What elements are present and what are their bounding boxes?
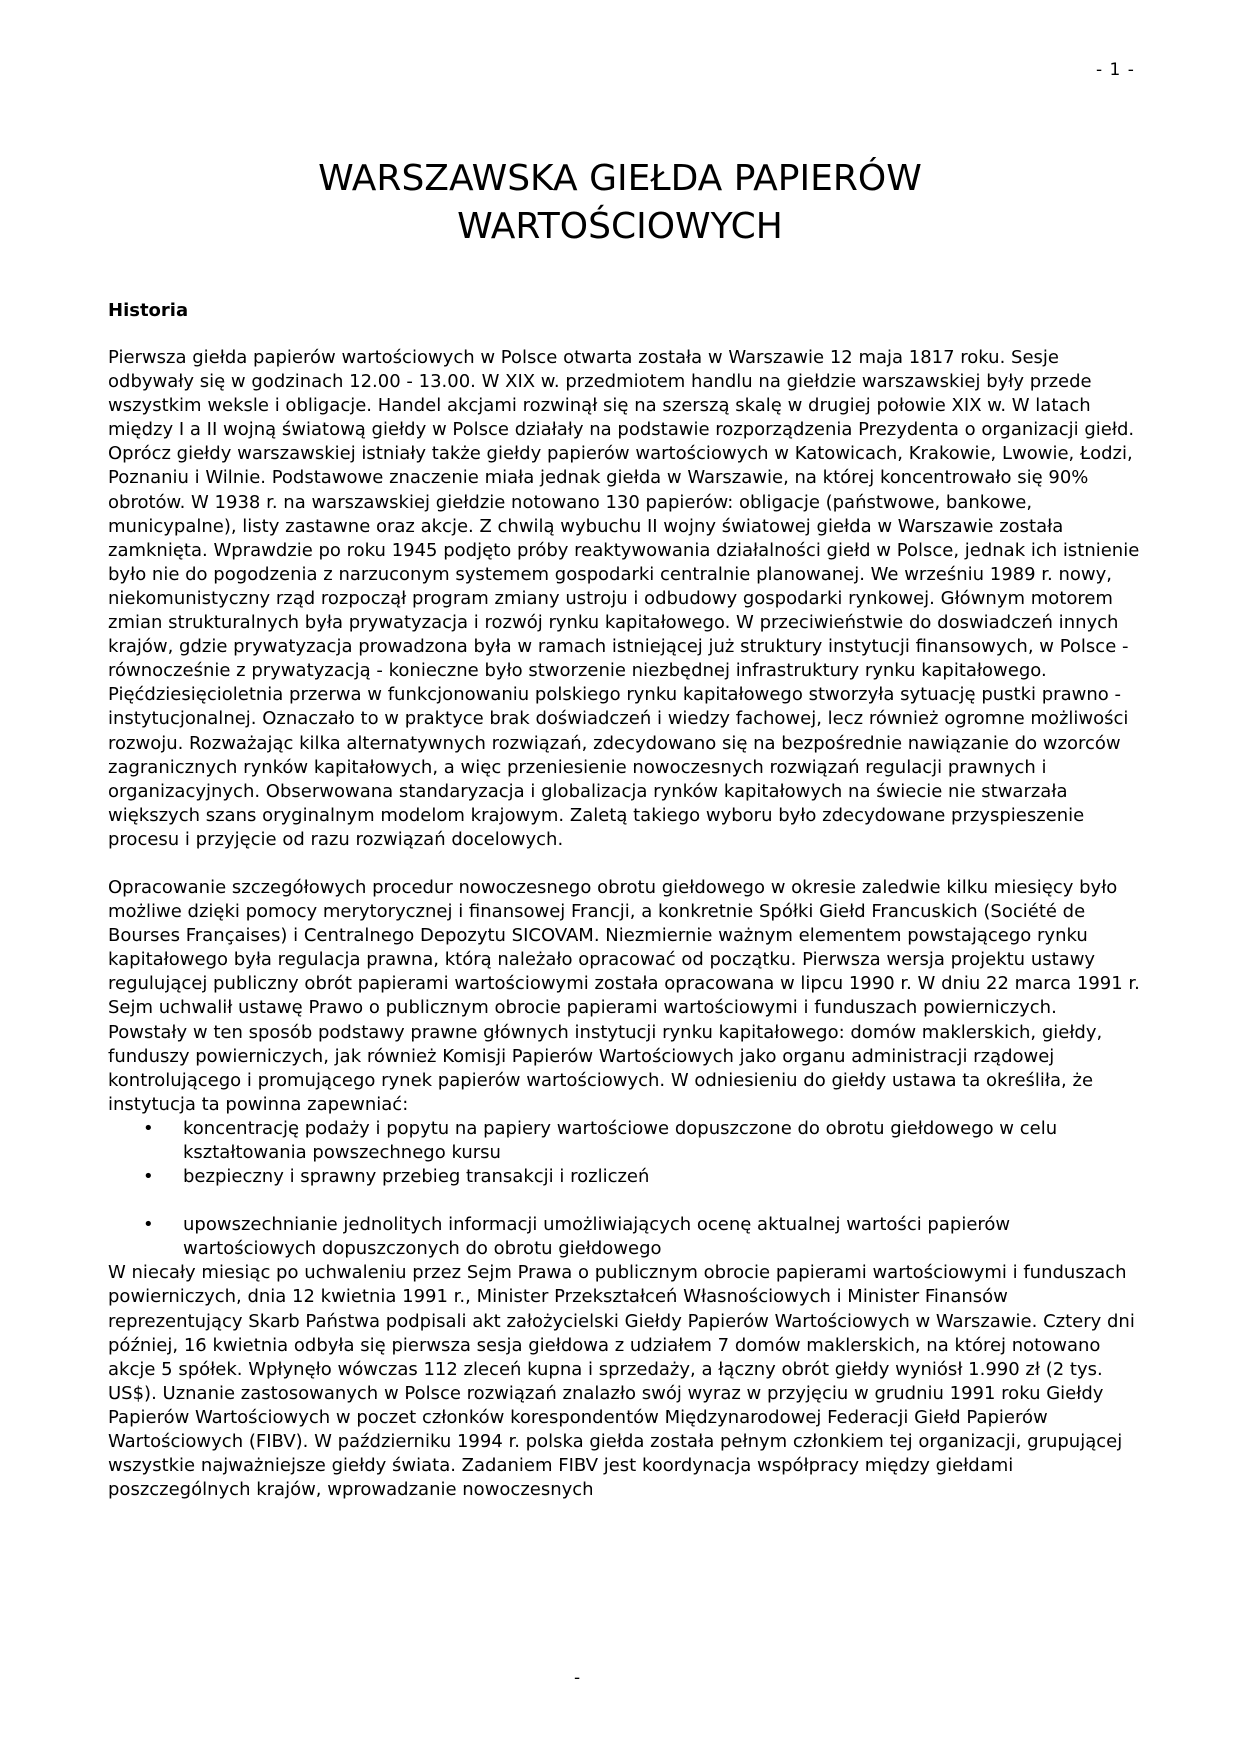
section-heading-historia: Historia bbox=[108, 300, 189, 321]
bullet-icon: • bbox=[143, 1166, 154, 1188]
paragraph-2: Opracowanie szczegółowych procedur nowoczesnego obrotu giełdowego w okresie zaledwie kilku miesięcy było możliwe dzięki pomocy merytorycznej i finansowej Francji, a konkretnie Spółki Giełd Francuskich (Société de Bourses Françaises) i Centralnego Depozytu SICOVAM. Niezmiernie ważnym elementem powstającego rynku kapitałowego była regulacja prawna, którą należało opracować od początku. Pierwsza wersja projektu ustawy regulującej publiczny obrót papierami wartościowymi została opracowana w lipcu 1990 r. W dniu 22 marca 1991 r. Sejm uchwalił ustawę Prawo o publicznym obrocie papierami wartościowymi i funduszach powierniczych. Powstały w ten sposób podstawy prawne głównych instytucji rynku kapitałowego: domów maklerskich, giełdy, funduszy powierniczych, jak również Komisji Papierów Wartościowych jako organu administracji rządowej kontrolującego i promującego rynek papierów wartościowych. W odniesieniu do giełdy ustawa ta określiła, że instytucja ta powinna zapewniać: bbox=[108, 876, 1140, 1115]
list-item bbox=[108, 1117, 1140, 1165]
list-item-text: upowszechnianie jednolitych informacji umożliwiających ocenę aktualnej wartości papierów wartościowych dopuszczonych do obrotu giełdowego bbox=[183, 1214, 1011, 1260]
title-line-2: WARTOŚCIOWYCH bbox=[457, 206, 783, 247]
footer-mark: - bbox=[574, 1668, 581, 1688]
page-number: - 1 - bbox=[1096, 60, 1135, 80]
paragraph-1: Pierwsza giełda papierów wartościowych w Polsce otwarta została w Warszawie 12 maja 1817 roku. Sesje odbywały się w godzinach 12.00 - 13.00. W XIX w. przedmiotem handlu na giełdzie warszawskiej były przede wszystkim weksle i obligacje. Handel akcjami rozwinął się na szerszą skalę w drugiej połowie XIX w. W latach między I a II wojną światową giełdy w Polsce działały na podstawie rozporządzenia Prezydenta o organizacji giełd. Oprócz giełdy warszawskiej istniały także giełdy papierów wartościowych w Katowicach, Krakowie, Lwowie, Łodzi, Poznaniu i Wilnie. Podstawowe znaczenie miała jednak giełda w Warszawie, na której koncentrowało się 90% obrotów. W 1938 r. na warszawskiej giełdzie notowano 130 papierów: obligacje (państwowe, bankowe, municypalne), listy zastawne oraz akcje. Z chwilą wybuchu II wojny światowej giełda w Warszawie została zamknięta. Wprawdzie po roku 1945 podjęto próby reaktywowania działalności giełd w Polsce, jednak ich istnienie było nie do pogodzenia z narzuconym systemem gospodarki centralnie planowanej. We wrześniu 1989 r. nowy, niekomunistyczny rząd rozpoczął program zmiany ustroju i odbudowy gospodarki rynkowej. Głównym motorem zmian strukturalnych była prywatyzacja i rozwój rynku kapitałowego. W przeciwieństwie do doswiadczeń innych krajów, gdzie prywatyzacja prowadzona była w ramach istniejącej już struktury instytucji finansowych, w Polsce - równocześnie z prywatyzacją - konieczne było stworzenie niezbędnej infrastruktury rynku kapitałowego. Pięćdziesięcioletnia przerwa w funkcjonowaniu polskiego rynku kapitałowego stworzyła sytuację pustki prawno - instytucjonalnej. Oznaczało to w praktyce brak doświadczeń i wiedzy fachowej, lecz również ogromne możliwości rozwoju. Rozważając kilka alternatywnych rozwiązań, zdecydowano się na bezpośrednie nawiązanie do wzorców zagranicznych rynków kapitałowych, a więc przeniesienie nowoczesnych rozwiązań regulacji prawnych i organizacyjnych. Obserwowana standaryzacja i globalizacja rynków kapitałowych na świecie nie stwarzała większych szans oryginalnym modelom krajowym. Zaletą takiego wyboru było zdecydowane przyspieszenie procesu i przyjęcie od razu rozwiązań docelowych. bbox=[108, 347, 1140, 850]
document-body bbox=[108, 346, 1140, 1502]
document-title bbox=[100, 155, 1140, 251]
bullet-icon: • bbox=[143, 1117, 154, 1139]
list-item-text: bezpieczny i sprawny przebieg transakcji i rozliczeń bbox=[183, 1166, 650, 1188]
list-item bbox=[108, 1213, 1140, 1261]
list-item bbox=[108, 1165, 1140, 1189]
title-line-1: WARSZAWSKA GIEŁDA PAPIERÓW bbox=[318, 158, 922, 199]
paragraph-3: W niecały miesiąc po uchwaleniu przez Sejm Prawa o publicznym obrocie papierami wartościowymi i funduszach powierniczych, dnia 12 kwietnia 1991 r., Minister Przekształceń Własnościowych i Minister Finansów reprezentujący Skarb Państwa podpisali akt założycielski Giełdy Papierów Wartościowych w Warszawie. Cztery dni później, 16 kwietnia odbyła się pierwsza sesja giełdowa z udziałem 7 domów maklerskich, na której notowano akcje 5 spółek. Wpłynęło wówczas 112 zleceń kupna i sprzedaży, a łączny obrót giełdy wyniósł 1.990 zł (2 tys. US$). Uznanie zastosowanych w Polsce rozwiązań znalazło swój wyraz w przyjęciu w grudniu 1991 roku Giełdy Papierów Wartościowych w poczet członków korespondentów Międzynarodowej Federacji Giełd Papierów Wartościowych (FIBV). W październiku 1994 r. polska giełda została pełnym członkiem tej organizacji, grupującej wszystkie najważniejsze giełdy świata. Zadaniem FIBV jest koordynacja współpracy między giełdami poszczególnych krajów, wprowadzanie nowoczesnych bbox=[108, 1262, 1135, 1501]
bullet-icon: • bbox=[143, 1214, 154, 1236]
bullet-list bbox=[108, 1117, 1140, 1261]
list-item-text: koncentrację podaży i popytu na papiery wartościowe dopuszczone do obrotu giełdowego w celu kształtowania powszechnego kursu bbox=[183, 1117, 1058, 1163]
